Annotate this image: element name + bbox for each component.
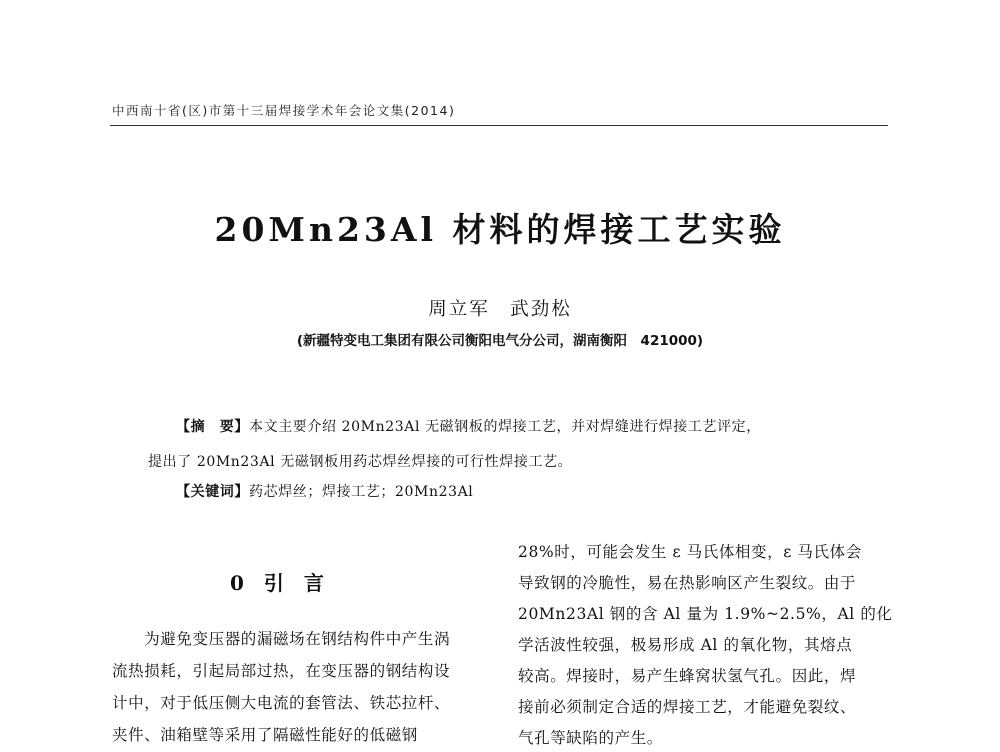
body-right-line: 20Mn23Al 钢的含 Al 量为 1.9%~2.5%，Al 的化 [518, 605, 893, 623]
abstract-label: 【摘 要】 [176, 419, 249, 435]
header-rule [110, 125, 888, 126]
body-right-line: 接前必须制定合适的焊接工艺，才能避免裂纹、 [518, 698, 857, 716]
body-left-line: 为避免变压器的漏磁场在钢结构件中产生涡 [112, 630, 451, 648]
abstract-text-1: 本文主要介绍 20Mn23Al 无磁钢板的焊接工艺，并对焊缝进行焊接工艺评定， [249, 419, 761, 435]
body-right-line: 较高。焊接时，易产生蜂窝状氢气孔。因此，焊 [518, 667, 857, 685]
body-left-line: 计中，对于低压侧大电流的套管法、铁芯拉杆、 [112, 694, 451, 712]
paper-title: 20Mn23Al 材料的焊接工艺实验 [214, 210, 786, 249]
body-right-line: 28%时，可能会发生 ε 马氏体相变，ε 马氏体会 [518, 543, 862, 561]
running-header: 中西南十省(区)市第十三届焊接学术年会论文集(2014) [112, 103, 456, 118]
body-right-line: 学活波性较强，极易形成 Al 的氧化物，其熔点 [518, 636, 853, 654]
body-right-line: 导致钢的冷脆性，易在热影响区产生裂纹。由于 [518, 574, 857, 592]
keywords-line [176, 481, 473, 501]
body-left-line: 夹件、油箱壁等采用了隔磁性能好的低磁钢 [112, 726, 418, 744]
abstract-line-2: 提出了 20Mn23Al 无磁钢板用药芯焊丝焊接的可行性焊接工艺。 [148, 454, 573, 470]
paper-authors: 周立军 武劲松 [428, 299, 572, 320]
body-left-line: 流热损耗，引起局部过热，在变压器的钢结构设 [112, 662, 451, 680]
abstract-line-1 [176, 416, 761, 436]
keywords-label: 【关键词】 [176, 484, 249, 500]
paper-affiliation: (新疆特变电工集团有限公司衡阳电气分公司，湖南衡阳 421000) [296, 333, 704, 349]
section-heading: 0 引 言 [230, 571, 324, 595]
body-right-line: 气孔等缺陷的产生。 [518, 729, 663, 747]
keywords-text: 药芯焊丝；焊接工艺；20Mn23Al [249, 484, 474, 500]
